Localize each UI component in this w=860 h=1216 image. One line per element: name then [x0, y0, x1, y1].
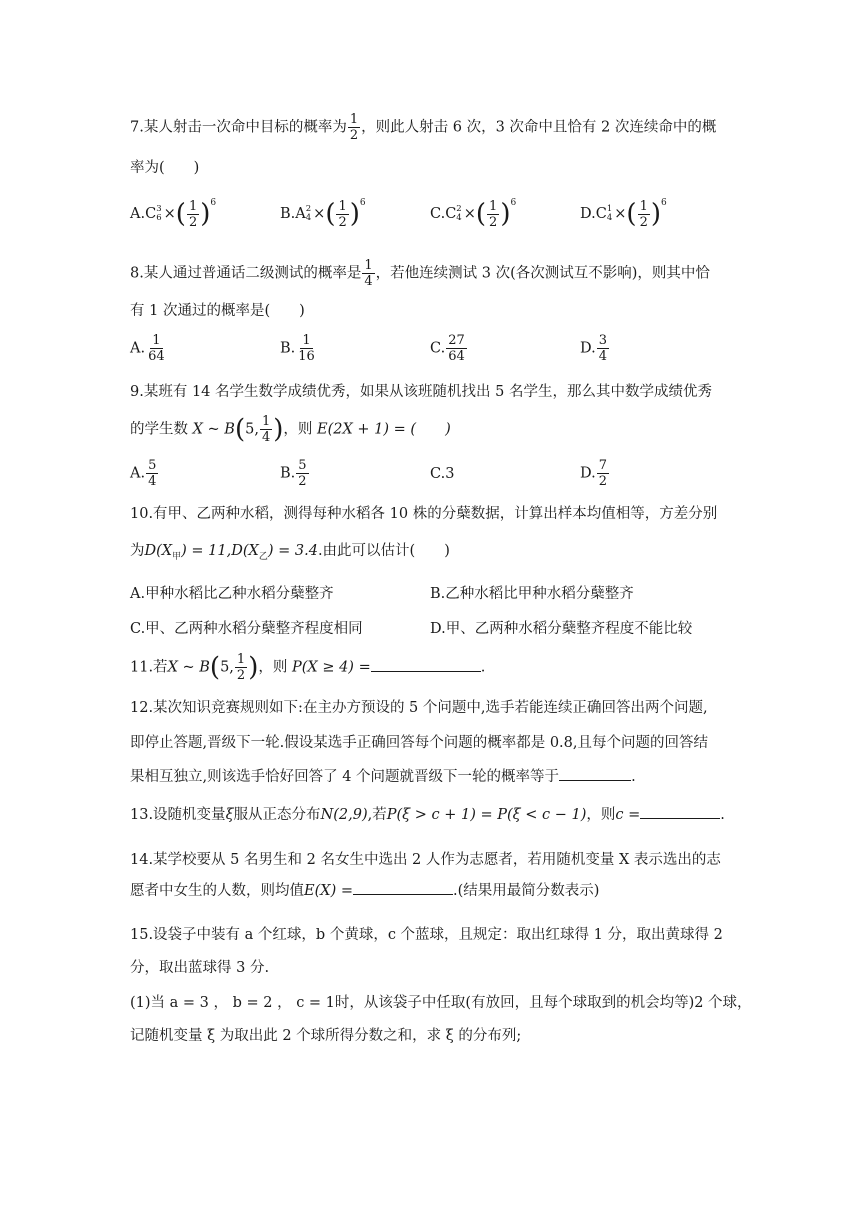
- q9-option-a[interactable]: A. $\frac{5}{4}$: [130, 458, 157, 489]
- q8-fraction: $\frac{1}{4}$: [364, 258, 373, 289]
- q8-option-d[interactable]: D. $\frac{3}{4}$: [580, 333, 607, 364]
- q8-option-c[interactable]: C. $\frac{27}{64}$: [430, 333, 465, 364]
- q7-line2: 率为( ): [130, 160, 200, 176]
- q7-option-d[interactable]: D.C 1 4 ×( $\frac{1}{2}$ )$^6$: [580, 198, 667, 230]
- q7-fraction: $\frac{1}{2}$: [349, 112, 359, 143]
- q10-line2: 为$D(X_甲) = 11,D(X_乙) = 3.4$.由此可以估计( ): [130, 543, 450, 562]
- q12-line2: 即停止答题,晋级下一轮.假设某选手正确回答每个问题的概率都是 0.8,且每个问题的回答结: [130, 735, 708, 751]
- q9-option-d[interactable]: D. $\frac{7}{2}$: [580, 458, 607, 489]
- q13-line: 13.设随机变量ξ服从正态分布N(2,9),若P(ξ > c + 1) = P(ξ < c − 1)，则c = .: [130, 804, 725, 826]
- q15-line1: 15.设袋子中装有 a 个红球，b 个黄球，c 个蓝球，且规定：取出红球得 1 分，取出黄球得 2: [130, 927, 723, 943]
- q10-option-c[interactable]: C.甲、乙两种水稻分蘖整齐程度相同: [130, 621, 363, 637]
- q9-line1: 9.某班有 14 名学生数学成绩优秀，如果从该班随机找出 5 名学生，那么其中数学成绩优秀: [130, 384, 712, 400]
- q10-option-a[interactable]: A.甲种水稻比乙种水稻分蘖整齐: [130, 586, 334, 602]
- q13-answer-blank[interactable]: [640, 804, 720, 819]
- q7-option-b[interactable]: B.A 2 4 ×( $\frac{1}{2}$ )$^6$: [280, 198, 366, 230]
- q8-line2: 有 1 次通过的概率是( ): [130, 303, 305, 319]
- q7-stem-end: ，则此人射击 6 次，3 次命中且恰有 2 次连续命中的概: [361, 119, 717, 136]
- q11-answer-blank[interactable]: [371, 657, 481, 672]
- q14-answer-blank[interactable]: [353, 880, 453, 895]
- q7-stem-start: 7.某人射击一次命中目标的概率为: [130, 119, 347, 136]
- q9-option-b[interactable]: B. $\frac{5}{2}$: [280, 458, 307, 489]
- q12-line1: 12.某次知识竞赛规则如下:在主办方预设的 5 个问题中,选手若能连续正确回答出两个问题,: [130, 700, 708, 716]
- q10-option-d[interactable]: D.甲、乙两种水稻分蘖整齐程度不能比较: [430, 621, 693, 637]
- q15-line2: 分，取出蓝球得 3 分.: [130, 960, 270, 976]
- q8-option-a[interactable]: A. $\frac{1}{64}$: [130, 333, 165, 364]
- q15-part1-line2: 记随机变量 ξ 为取出此 2 个球所得分数之和，求 ξ 的分布列;: [130, 1028, 522, 1044]
- q14-line1: 14.某学校要从 5 名男生和 2 名女生中选出 2 人作为志愿者，若用随机变量 X 表示选出的志: [130, 852, 721, 868]
- q8-line1: 8.某人通过普通话二级测试的概率是 $\frac{1}{4}$ ，若他连续测试 3 次(各次测试互不影响)，则其中恰: [130, 258, 710, 289]
- q12-answer-blank[interactable]: [559, 766, 631, 781]
- q9-option-c[interactable]: C.3: [430, 466, 455, 482]
- q12-line3: 果相互独立,则该选手恰好回答了 4 个问题就晋级下一轮的概率等于 .: [130, 766, 636, 788]
- q14-line2: 愿者中女生的人数，则均值E(X) = .(结果用最简分数表示): [130, 880, 599, 902]
- q9-line2: 的学生数 X ~ B(5, $\frac{1}{4}$ )，则 E(2X + 1) = ( ): [130, 414, 451, 445]
- q7-option-c[interactable]: C.C 2 4 ×( $\frac{1}{2}$ )$^6$: [430, 198, 517, 230]
- q7-option-a[interactable]: A.C 3 6 ×( $\frac{1}{2}$ )$^6$: [130, 198, 217, 230]
- q11-line: 11.若X ~ B(5, $\frac{1}{2}$ )，则 P(X ≥ 4) = .: [130, 652, 486, 683]
- q15-part1-line1: (1)当 a = 3 ， b = 2 ， c = 1时，从该袋子中任取(有放回，且每个球取到的机会均等)2 个球，: [130, 995, 752, 1011]
- q10-option-b[interactable]: B.乙种水稻比甲种水稻分蘖整齐: [430, 586, 634, 602]
- q10-line1: 10.有甲、乙两种水稻，测得每种水稻各 10 株的分蘖数据，计算出样本均值相等，方差分别: [130, 506, 718, 522]
- q8-option-b[interactable]: B. $\frac{1}{16}$: [280, 333, 315, 364]
- q7-line1: [130, 112, 716, 143]
